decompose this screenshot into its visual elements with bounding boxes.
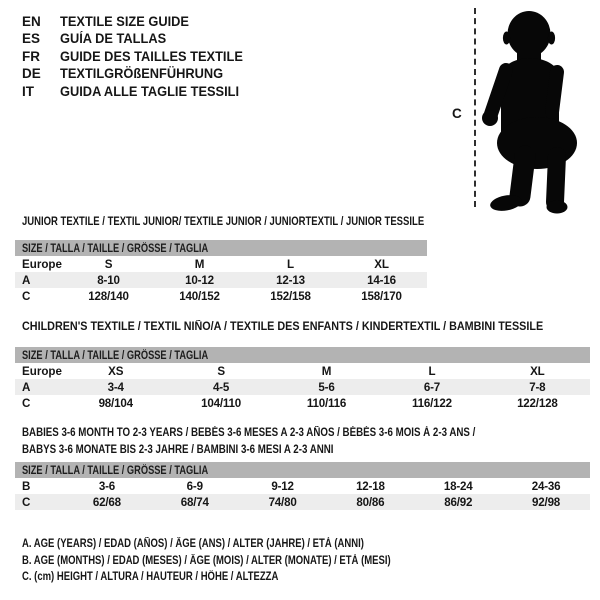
note-a-text: A. AGE (YEARS) / EDAD (AÑOS) / ÂGE (ANS) / ALTER (JAHRE) / ETÀ (ANNI) bbox=[22, 537, 364, 550]
cell: 116/122 bbox=[411, 396, 452, 410]
cell: 140/152 bbox=[179, 289, 220, 303]
lang-code: DE bbox=[22, 66, 41, 82]
height-measure-dashed-line bbox=[474, 8, 476, 207]
table-row bbox=[15, 363, 590, 379]
cell: XS bbox=[108, 364, 124, 378]
lang-label: GUÍA DE TALLAS bbox=[60, 31, 167, 47]
row-label: Europe bbox=[22, 364, 62, 378]
junior-size-table bbox=[15, 240, 427, 304]
cell: 8-10 bbox=[97, 273, 120, 287]
size-header-text: SIZE / TALLA / TAILLE / GRÖSSE / TAGLIA bbox=[22, 241, 209, 255]
lang-label: TEXTILE SIZE GUIDE bbox=[60, 14, 189, 29]
row-label: C bbox=[22, 289, 31, 303]
lang-label: TEXTILGRÖßENFÜHRUNG bbox=[60, 66, 224, 82]
cell: 5-6 bbox=[318, 380, 335, 394]
babies-table-title-text1: BABIES 3-6 MONTH TO 2-3 YEARS / BEBÉS 3-6 MESES A 2-3 AÑOS / BÉBÉS 3-6 MOIS À 2-3 ANS / bbox=[22, 426, 476, 439]
cell: 158/170 bbox=[361, 289, 402, 303]
row-label: A bbox=[22, 273, 31, 287]
height-measure-label: C bbox=[452, 106, 462, 121]
children-table-title bbox=[22, 320, 582, 333]
cell: 6-9 bbox=[186, 479, 203, 493]
lang-label: GUIDE DES TAILLES TEXTILE bbox=[60, 48, 243, 64]
row-label: Europe bbox=[22, 257, 62, 271]
cell: 152/158 bbox=[270, 289, 311, 303]
cell: 74/80 bbox=[268, 495, 297, 509]
toddler-silhouette bbox=[480, 6, 584, 216]
note-b bbox=[22, 553, 472, 570]
row-label: C bbox=[22, 396, 31, 410]
cell: 10-12 bbox=[185, 273, 214, 287]
babies-size-table bbox=[15, 462, 590, 510]
row-label: C bbox=[22, 495, 31, 509]
cell: 6-7 bbox=[423, 380, 440, 394]
cell: XL bbox=[374, 257, 389, 271]
table-row bbox=[15, 272, 427, 288]
size-header-bar bbox=[15, 462, 590, 478]
size-header-bar bbox=[15, 240, 427, 256]
lang-row-es bbox=[22, 30, 253, 47]
junior-table-title bbox=[22, 215, 512, 228]
cell: 86/92 bbox=[444, 495, 473, 509]
table-row bbox=[15, 256, 427, 272]
cell: 3-6 bbox=[98, 479, 115, 493]
cell: M bbox=[321, 364, 332, 378]
cell: 14-16 bbox=[367, 273, 396, 287]
cell: 122/128 bbox=[517, 396, 558, 410]
cell: 110/116 bbox=[306, 396, 347, 410]
cell: 9-12 bbox=[271, 479, 294, 493]
cell: XL bbox=[530, 364, 545, 378]
note-c bbox=[22, 569, 472, 586]
note-b-text: B. AGE (MONTHS) / EDAD (MESES) / ÂGE (MOIS) / ALTER (MONATE) / ETÀ (MESI) bbox=[22, 553, 391, 567]
cell: 92/98 bbox=[532, 495, 561, 509]
cell: 18-24 bbox=[443, 479, 473, 493]
cell: 24-36 bbox=[531, 479, 561, 493]
junior-table-title-text: JUNIOR TEXTILE / TEXTIL JUNIOR/ TEXTILE JUNIOR / JUNIORTEXTIL / JUNIOR TESSILE bbox=[22, 215, 425, 228]
cell: 12-18 bbox=[356, 479, 385, 493]
row-label: B bbox=[22, 479, 31, 493]
legend-notes bbox=[22, 536, 472, 586]
cell: M bbox=[194, 257, 205, 271]
table-row bbox=[15, 379, 590, 395]
size-header-text: SIZE / TALLA / TAILLE / GRÖSSE / TAGLIA bbox=[22, 348, 209, 362]
babies-table-title-text2: BABYS 3-6 MONATE BIS 2-3 JAHRE / BAMBINI 3-6 MESI A 2-3 ANNI bbox=[22, 443, 334, 456]
cell: 80/86 bbox=[356, 495, 385, 509]
cell: 3-4 bbox=[107, 380, 124, 394]
table-row bbox=[15, 478, 590, 494]
table-row bbox=[15, 288, 427, 304]
lang-row-de bbox=[22, 65, 253, 82]
children-size-table bbox=[15, 347, 590, 411]
cell: S bbox=[217, 364, 225, 378]
babies-table-title-line1 bbox=[22, 426, 562, 439]
cell: 7-8 bbox=[529, 380, 546, 394]
cell: S bbox=[104, 257, 113, 271]
cell: L bbox=[428, 364, 436, 378]
lang-label: GUIDA ALLE TAGLIE TESSILI bbox=[60, 83, 240, 99]
babies-table-title-line2 bbox=[22, 443, 393, 456]
lang-row-it bbox=[22, 83, 253, 100]
note-c-text: C. (cm) HEIGHT / ALTURA / HAUTEUR / HÖHE / ALTEZZA bbox=[22, 570, 279, 584]
cell: 62/68 bbox=[92, 495, 121, 509]
row-label: A bbox=[22, 380, 31, 394]
cell: 12-13 bbox=[276, 273, 305, 287]
table-row bbox=[15, 395, 590, 411]
children-table-title-text: CHILDREN'S TEXTILE / TEXTIL NIÑO/A / TEXTILE DES ENFANTS / KINDERTEXTIL / BAMBINI TESSILE bbox=[22, 320, 544, 333]
lang-code: ES bbox=[22, 31, 41, 47]
cell: 104/110 bbox=[201, 396, 242, 410]
lang-code: FR bbox=[22, 48, 40, 64]
lang-row-en bbox=[22, 13, 253, 30]
lang-row-fr bbox=[22, 48, 253, 65]
note-a bbox=[22, 536, 472, 553]
language-header bbox=[22, 13, 253, 100]
cell: 128/140 bbox=[88, 289, 129, 303]
cell: L bbox=[287, 257, 294, 271]
cell: 4-5 bbox=[213, 380, 230, 394]
cell: 68/74 bbox=[180, 495, 209, 509]
size-header-bar bbox=[15, 347, 590, 363]
lang-code: IT bbox=[22, 83, 34, 99]
table-row bbox=[15, 494, 590, 510]
size-header-text: SIZE / TALLA / TAILLE / GRÖSSE / TAGLIA bbox=[22, 463, 209, 477]
cell: 98/104 bbox=[98, 396, 133, 410]
lang-code: EN bbox=[22, 14, 41, 29]
